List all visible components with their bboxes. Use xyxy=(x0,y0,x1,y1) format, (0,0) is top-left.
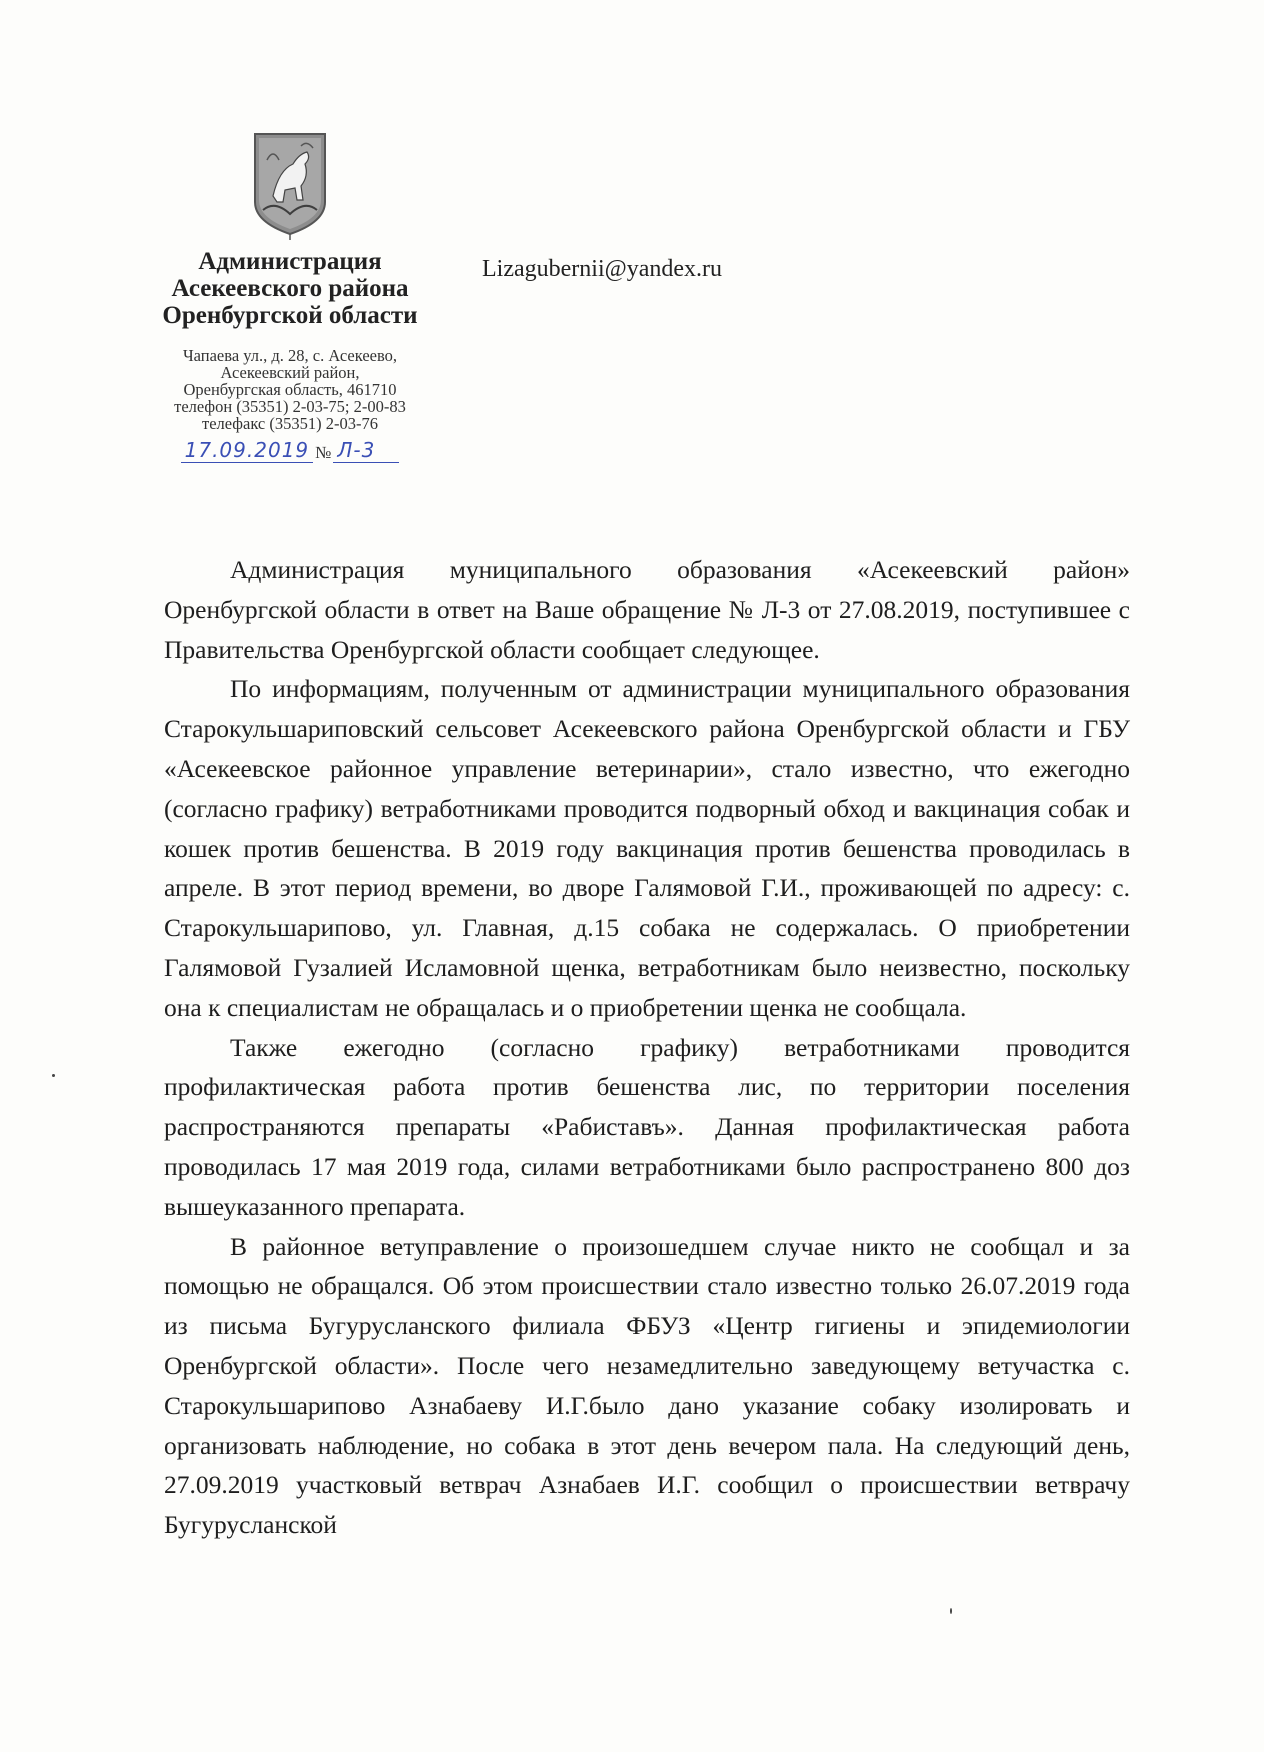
number-sign: № xyxy=(315,443,332,462)
scan-speck xyxy=(950,1608,952,1614)
handwritten-date: 17.09.2019 xyxy=(181,438,314,463)
address-line-3: Оренбургская область, 461710 xyxy=(183,380,397,399)
org-address xyxy=(130,347,450,432)
phone-line: телефон (35351) 2-03-75; 2-00-83 xyxy=(174,397,406,416)
body-paragraph-1: Администрация муниципального образования «Асекеевский район» Оренбургской области в ответ на Ваше обращение № Л-3 от 27.08.2019, поступившее с Правительства Оренбургской области сообщает следующее. xyxy=(164,555,1130,664)
body-paragraph-3: Также ежегодно (согласно графику) ветработниками проводится профилактическая работа против бешенства лис, по территории поселения распространяются препараты «Рабиставъ». Данная профилактическая работа проводилась 17 мая 2019 года, силами ветработниками было распространено 800 доз вышеуказанного препарата. xyxy=(164,1032,1130,1221)
letterhead xyxy=(130,130,450,463)
body-paragraph-2: По информациям, полученным от администрации муниципального образования Старокульшариповский сельсовет Асекеевского района Оренбургской области и ГБУ «Асекеевское районное управление ветеринарии», стало известно, что ежегодно (согласно графику) ветработниками проводится подворный обход и вакцинация собак и кошек против бешенства. В 2019 году вакцинация против бешенства проводилась в апреле. В этот период времени, во дворе Галямовой Г.И., проживающей по адресу: с. Старокульшарипово, ул. Главная, д.15 собака не содержалась. О приобретении Галямовой Гузалией Исламовной щенка, ветработникам было неизвестно, поскольку она к специалистам не обращалась и о приобретении щенка не сообщала. xyxy=(164,674,1130,1022)
letter-body xyxy=(164,550,1130,1545)
org-line-3: Оренбургской области xyxy=(162,302,418,329)
handwritten-number: Л-3 xyxy=(333,438,399,463)
coat-of-arms-icon xyxy=(249,130,331,240)
body-paragraph-4: В районное ветуправление о произошедшем случае никто не сообщал и за помощью не обращался. Об этом происшествии стало известно только 26.07.2019 года из письма Бугурусланского филиала ФБУЗ «Центр гигиены и эпидемиологии Оренбургской области». После чего незамедлительно заведующему ветучастка с. Старокульшарипово Азнабаеву И.Г.было дано указание собаку изолировать и организовать наблюдение, но собака в этот день вечером пала. На следующий день, 27.09.2019 участковый ветврач Азнабаев И.Г. сообщил о происшествии ветврачу Бугурусланской xyxy=(164,1231,1130,1540)
recipient-email: Lizagubernii@yandex.ru xyxy=(482,256,723,282)
organization-name xyxy=(130,248,450,329)
registration-line xyxy=(130,438,450,463)
address-line-2: Асекеевский район, xyxy=(220,363,360,382)
fax-line: телефакс (35351) 2-03-76 xyxy=(202,414,378,433)
address-line-1: Чапаева ул., д. 28, с. Асекеево, xyxy=(182,346,398,365)
scan-speck xyxy=(52,1074,55,1077)
org-line-1: Администрация xyxy=(198,248,382,275)
org-line-2: Асекеевского района xyxy=(171,275,409,302)
